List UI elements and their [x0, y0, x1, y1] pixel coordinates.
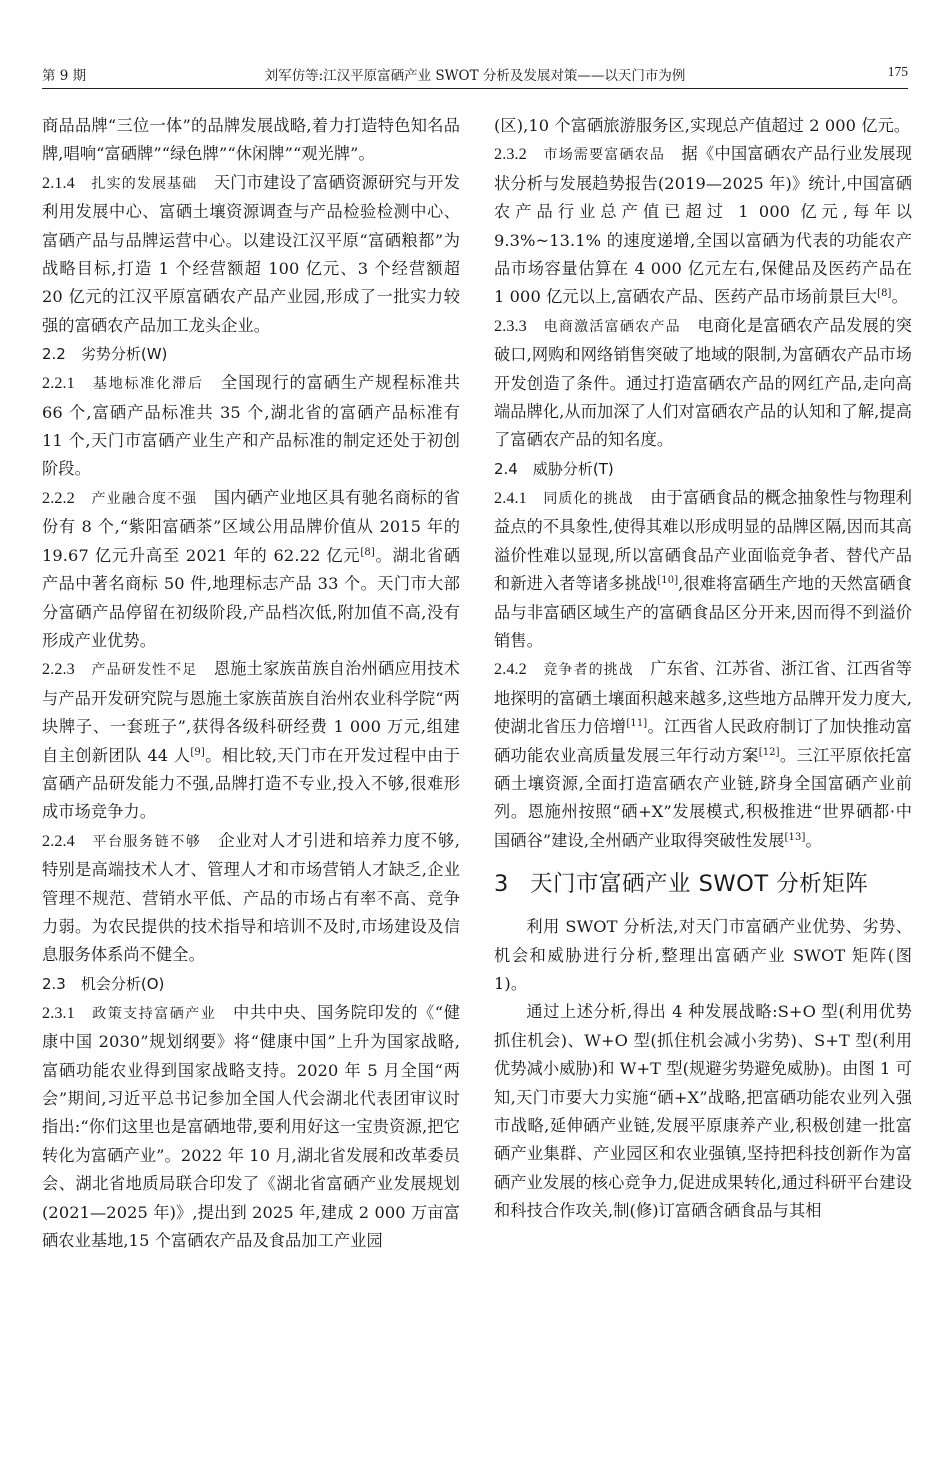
section-keyword: 政策支持富硒产业 [92, 1005, 217, 1022]
section-2-2-4 [42, 827, 460, 970]
section-keyword: 基地标准化滞后 [92, 376, 204, 393]
citation-ref[interactable]: [8] [360, 546, 375, 558]
section-text: 全国现行的富硒生产规程标准共 66 个,富硒产品标准共 35 个,湖北省的富硒产品标准有 11 个,天门市富硒产业生产和产品标准的制定还处于初创阶段。 [42, 373, 460, 479]
section-keyword: 同质化的挑战 [543, 490, 634, 507]
section-number: 2.2.2 [42, 488, 75, 507]
section-number: 2.3.1 [42, 1003, 75, 1022]
section-text: 中共中央、国务院印发的《“健康中国 2030”规划纲要》将“健康中国”上升为国家战略,富硒功能农业得到国家战略支持。2020 年 5 月全国“两会”期间,习近平总书记参加全国人代会湖北代表团审议时指出:“你们这里也是富硒地带,要利用好这一宝贵资源,把它转化为富硒产业”。2022 年 10 月,湖北省发展和改革委员会、湖北省地质局联合印发了《湖北省富硒产业发展规划(2021—2025 年)》,提出到 2025 年,建成 2 000 万亩富硒农业基地,15 个富硒农产品及食品加工产业园 [42, 1002, 460, 1251]
paragraph-swot-strategy: 通过上述分析,得出 4 种发展战略:S+O 型(利用优势抓住机会)、W+O 型(抓住机会减小劣势)、S+T 型(利用优势减小威胁)和 W+T 型(规避劣势避免威胁)。由图 1 可知,天门市要大力实施“硒+X”战略,把富硒功能农业列入强市战略,延伸硒产业链,发展平原康养产业,积极创建一批富硒产业集群、产业园区和农业强镇,坚持把科技创新作为富硒产业发展的核心竞争力,促进成果转化,通过科研平台建设和科技合作攻关,制(修)订富硒含硒食品与其相 [494, 1002, 912, 1221]
page-header [42, 58, 908, 89]
section-keyword: 扎实的发展基础 [91, 175, 198, 192]
section-number: 2.3.2 [494, 145, 527, 164]
citation-ref[interactable]: [9] [190, 746, 205, 758]
section-text: 电商化是富硒农产品发展的突破口,网购和网络销售突破了地域的限制,为富硒农产品市场开发创造了条件。通过打造富硒农产品的网红产品,走向高端品牌化,从而加深了人们对富硒农产品的认知和了解,提高了富硒农产品的知名度。 [494, 315, 912, 450]
section-text: 由于富硒食品的概念抽象性与物理利益点的不具象性,使得其难以形成明显的品牌区隔,因而其高溢价性难以显现,所以富硒食品产业面临竞争者、替代产品和新进入者等诸多挑战 [494, 487, 912, 594]
section-keyword: 竞争者的挑战 [543, 662, 634, 679]
heading-2-4: 2.4 威胁分析(T) [494, 459, 614, 478]
heading-3 [494, 869, 912, 899]
section-2-3-3 [494, 312, 912, 455]
section-2-1-4 [42, 169, 460, 340]
section-number: 2.2.1 [42, 374, 75, 393]
section-number: 2.4.2 [494, 660, 527, 679]
section-text: 。 [891, 287, 908, 307]
section-number: 2.3.3 [494, 316, 527, 335]
section-keyword: 产品研发性不足 [91, 662, 198, 679]
section-text: 。湖北省硒产品中著名商标 50 件,地理标志产品 33 个。天门市大部分富硒产品停留在初级阶段,产品档次低,附加值不高,没有形成产业优势。 [42, 545, 461, 650]
section-text: ,很难将富硒生产地的天然富硒食品与非富硒区域生产的富硒食品区分开来,因而得不到溢价销售。 [494, 574, 913, 650]
section-text: 。三江平原依托富硒土壤资源,全面打造富硒农产业链,跻身全国富硒产业前列。恩施州按照“硒+X”发展模式,积极推进“世界硒都·中国硒谷”建设,全州硒产业取得突破性发展 [494, 745, 912, 850]
section-keyword: 电商激活富硒农产品 [543, 318, 681, 335]
section-text: 国内硒产业地区具有驰名商标的省份有 8 个,“紫阳富硒茶”区域公用品牌价值从 2015 年的 19.67 亿元升高至 2021 年的 62.22 亿元 [42, 487, 461, 565]
page-number: 175 [887, 64, 908, 79]
left-column [42, 112, 460, 1255]
heading-2-3: 2.3 机会分析(O) [42, 974, 165, 993]
paragraph-continued: 商品品牌“三位一体”的品牌发展战略,着力打造特色知名品牌,唱响“富硒牌”“绿色牌”“休闲牌”“观光牌”。 [42, 116, 460, 164]
paragraph-swot-intro: 利用 SWOT 分析法,对天门市富硒产业优势、劣势、机会和威胁进行分析,整理出富硒产业 SWOT 矩阵(图 1)。 [494, 917, 912, 993]
section-text: 。相比较,天门市在开发过程中由于富硒产品研发能力不强,品牌打造不专业,投入不够,很难形成市场竞争力。 [42, 745, 460, 822]
section-text: 恩施土家族苗族自治州硒应用技术与产品开发研究院与恩施土家族苗族自治州农业科学院“两块牌子、一套班子”,获得各级科研经费 1 000 万元,组建自主创新团队 44 人 [42, 659, 461, 765]
section-keyword: 产业融合度不强 [91, 490, 198, 507]
citation-ref[interactable]: [12] [758, 746, 780, 758]
heading-number: 3 [494, 871, 509, 898]
right-column [494, 112, 912, 1226]
section-keyword: 平台服务链不够 [92, 833, 202, 850]
section-2-4-2 [494, 655, 912, 855]
issue-number: 第 9 期 [42, 68, 87, 84]
heading-2-2: 2.2 劣势分析(W) [42, 345, 168, 364]
section-text: 。 [805, 830, 822, 850]
section-2-2-1 [42, 369, 460, 484]
section-number: 2.2.3 [42, 660, 75, 679]
citation-ref[interactable]: [13] [784, 831, 806, 843]
section-text: 广东省、江苏省、浙江省、江西省等地探明的富硒土壤面积越来越多,这些地方品牌开发力度大,使湖北省压力倍增 [494, 659, 912, 737]
section-text: 。江西省人民政府制订了加快推动富硒功能农业高质量发展三年行动方案 [494, 717, 912, 765]
section-keyword: 市场需要富硒农品 [543, 147, 666, 164]
section-number: 2.1.4 [42, 173, 75, 192]
paragraph-continued: (区),10 个富硒旅游服务区,实现总产值超过 2 000 亿元。 [494, 116, 911, 135]
section-number: 2.4.1 [494, 488, 527, 507]
citation-ref[interactable]: [11] [626, 718, 648, 730]
running-title: 刘军仿等:江汉平原富硒产业 SWOT 分析及发展对策——以天门市为例 [264, 68, 686, 84]
citation-ref[interactable]: [8] [877, 288, 892, 300]
section-text: 据《中国富硒农产品行业发展现状分析与发展趋势报告(2019—2025 年)》统计,中国富硒农产品行业总产值已超过 1 000 亿元,每年以 9.3%~13.1% 的速度递增,全国以富硒为代表的功能农产品市场容量估算在 4 000 亿元左右,保健品及医药产品在 1 000 亿元以上,富硒农产品、医药产品市场前景巨大 [494, 144, 912, 307]
section-text: 天门市建设了富硒资源研究与开发利用发展中心、富硒土壤资源调查与产品检验检测中心、富硒产品与品牌运营中心。以建设江汉平原“富硒粮都”为战略目标,打造 1 个经营额超 100 亿元、3 个经营额超 20 亿元的江汉平原富硒农产品产业园,形成了一批实力较强的富硒农产品加工龙头企业。 [42, 172, 461, 335]
citation-ref[interactable]: [10] [657, 575, 679, 587]
section-number: 2.2.4 [42, 831, 75, 850]
section-2-3-2 [494, 140, 912, 311]
section-2-2-3 [42, 655, 460, 826]
section-2-3-1 [42, 999, 460, 1256]
section-2-2-2 [42, 484, 460, 655]
heading-title: 天门市富硒产业 SWOT 分析矩阵 [530, 871, 869, 898]
section-text: 企业对人才引进和培养力度不够,特别是高端技术人才、管理人才和市场营销人才缺乏,企业管理不规范、营销水平低、产品的市场占有率不高、竞争力弱。为农民提供的技术指导和培训不及时,市场建设及信息服务体系尚不健全。 [42, 830, 460, 965]
section-2-4-1 [494, 484, 912, 655]
